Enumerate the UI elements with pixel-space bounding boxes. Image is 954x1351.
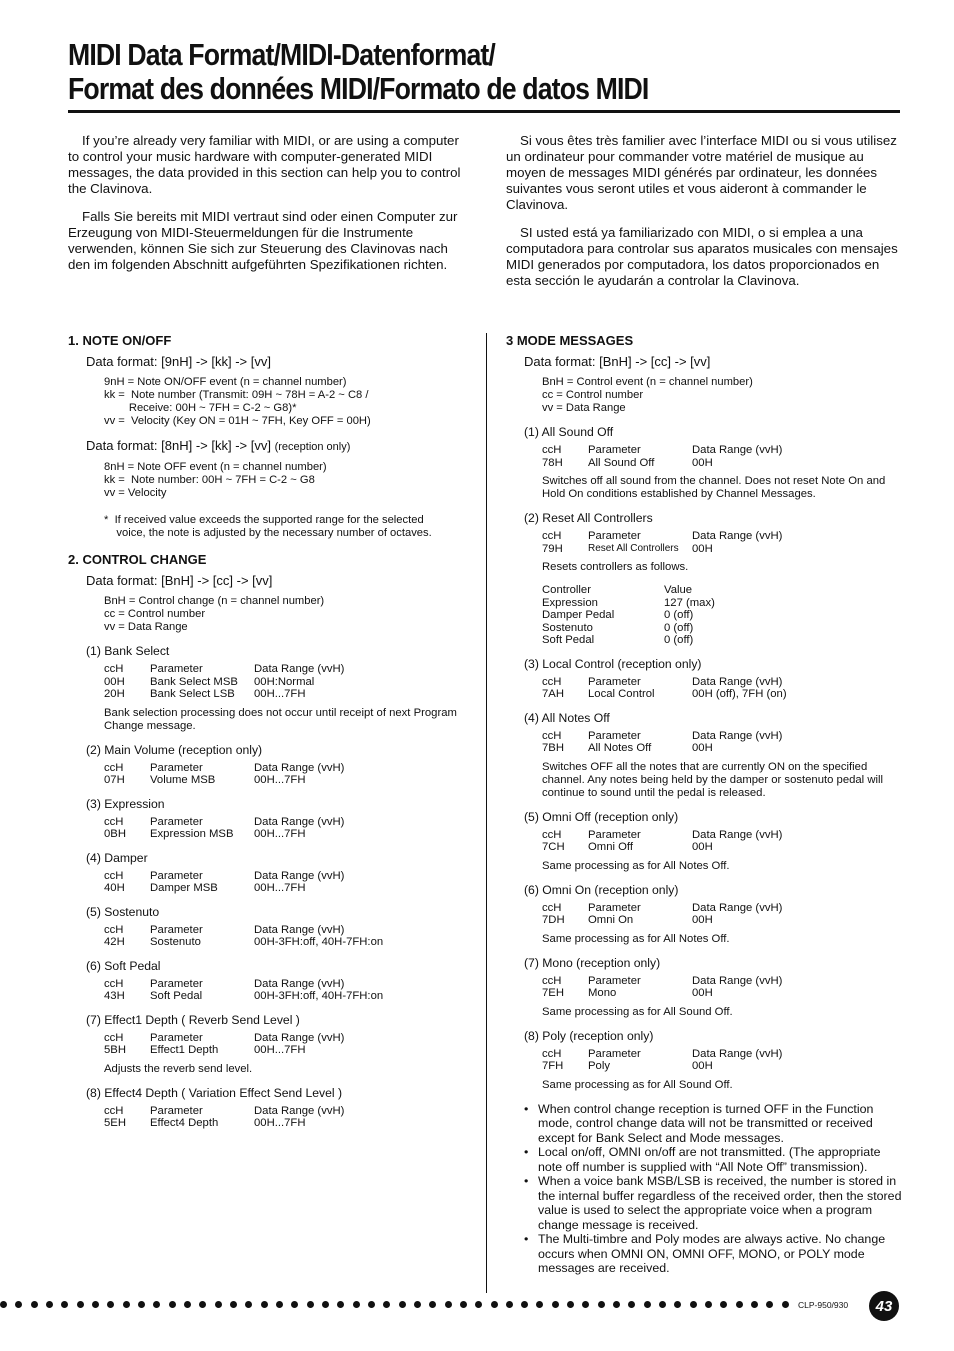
cell-range: 00H...7FH <box>254 774 306 786</box>
footer-dot <box>705 1301 712 1308</box>
bullet-item: • Local on/off, OMNI on/off are not transmitted. (The appropriate note off number is supplied with “All Note Off” transmission). <box>506 1145 902 1174</box>
col-header-parameter: Parameter <box>150 815 203 828</box>
footer-dot <box>429 1301 436 1308</box>
col-header-range: Data Range (vvH) <box>692 901 783 914</box>
footer-dot <box>245 1301 252 1308</box>
param-table-header <box>104 924 468 937</box>
cell-cc: 7CH <box>542 841 565 853</box>
footer-dot <box>31 1301 38 1308</box>
param-table <box>104 978 468 1003</box>
footer-dot <box>169 1301 176 1308</box>
footer-dot <box>0 1301 7 1308</box>
param-table-header <box>104 1032 468 1045</box>
footer-dot <box>491 1301 498 1308</box>
def-line: vv = Data Range <box>542 402 626 414</box>
cell-range: 00H...7FH <box>254 882 306 894</box>
cell-value: 0 (off) <box>664 621 694 634</box>
param-note: Switches OFF all the notes that are currently ON on the specified channel. Any notes being held by the damper or sostenuto pedal will continue to sound until the pedal is released. <box>542 760 884 799</box>
cell-cc: 0BH <box>104 828 126 840</box>
def-line: 9nH = Note ON/OFF event (n = channel number) <box>104 376 347 388</box>
param-title: (4) All Notes Off <box>524 710 610 725</box>
model-number: CLP-950/930 <box>798 1300 849 1310</box>
cell-parameter: Local Control <box>588 688 655 700</box>
cell-cc: 5EH <box>104 1117 126 1129</box>
col-header-range: Data Range (vvH) <box>254 1031 345 1044</box>
col-header-parameter: Parameter <box>588 901 641 914</box>
title-line-1: MIDI Data Format/MIDI-Datenformat/ <box>68 37 495 72</box>
param-table-row <box>104 936 468 949</box>
footer-dot <box>184 1301 191 1308</box>
col-header-parameter: Parameter <box>150 869 203 882</box>
col-header-parameter: Parameter <box>150 1104 203 1117</box>
footer-dot <box>659 1301 666 1308</box>
param-table <box>104 816 468 841</box>
col-header-cc: ccH <box>104 977 124 990</box>
def-line: Receive: 00H ~ 7FH = C-2 ~ G8)* <box>104 402 297 414</box>
param-title: (6) Soft Pedal <box>86 958 161 973</box>
param-note: Same processing as for All Notes Off. <box>542 859 730 872</box>
param-note: Switches off all sound from the channel. Does not reset Note On and Hold On conditions established by Channel Messages. <box>542 475 886 500</box>
cell-parameter: All Sound Off <box>588 456 655 469</box>
cell-cc: 7EH <box>542 987 564 999</box>
col-header-cc: ccH <box>542 1047 562 1060</box>
col-header-cc: ccH <box>104 663 124 675</box>
param-table <box>542 1048 902 1073</box>
intro-left <box>68 133 464 285</box>
cell-cc: 20H <box>104 688 125 700</box>
cell-range: 00H (off), 7FH (on) <box>692 688 787 700</box>
param-title: (2) Main Volume (reception only) <box>86 742 263 757</box>
section-note-heading: 1. NOTE ON/OFF <box>68 333 172 348</box>
footnote-line: voice, the note is adjusted by the necessary number of octaves. <box>104 527 432 539</box>
param-table <box>104 924 468 949</box>
cell-controller: Sostenuto <box>542 621 593 634</box>
reset-table-header <box>542 584 902 597</box>
cell-cc: 78H <box>542 456 563 469</box>
param-title: (3) Expression <box>86 796 165 811</box>
param-table-row <box>542 1060 902 1073</box>
col-header-range: Data Range (vvH) <box>692 675 783 688</box>
footer-dot <box>445 1301 452 1308</box>
cell-cc: 40H <box>104 882 125 894</box>
col-header-range: Data Range (vvH) <box>692 729 783 742</box>
col-header-range: Data Range (vvH) <box>254 1104 345 1117</box>
col-header-range: Data Range (vvH) <box>254 663 345 675</box>
param-table <box>542 975 902 1000</box>
cell-range: 00H:Normal <box>254 675 315 688</box>
intro-right <box>506 133 902 301</box>
param-table-header <box>542 676 902 689</box>
col-header-range: Data Range (vvH) <box>254 923 345 936</box>
footer-dot <box>199 1301 206 1308</box>
cell-cc: 07H <box>104 774 125 786</box>
param-table-header <box>542 902 902 915</box>
footer-dot <box>628 1301 635 1308</box>
footer-dot <box>552 1301 559 1308</box>
col-header-range: Data Range (vvH) <box>254 869 345 882</box>
col-header-parameter: Parameter <box>588 974 641 987</box>
def-line: cc = Control number <box>104 608 206 620</box>
param-note: Adjusts the reverb send level. <box>104 1062 253 1075</box>
cell-parameter: Omni On <box>588 914 634 926</box>
footer-dot <box>598 1301 605 1308</box>
cell-range: 00H-3FH:off, 40H-7FH:on <box>254 990 384 1002</box>
col-header-cc: ccH <box>104 1031 124 1044</box>
reset-table-row <box>542 634 902 647</box>
param-table-row <box>104 688 468 701</box>
cell-cc: 7BH <box>542 742 564 754</box>
col-header-cc: ccH <box>104 761 124 774</box>
footer-dot <box>521 1301 528 1308</box>
cell-range: 00H-3FH:off, 40H-7FH:on <box>254 936 384 948</box>
col-header-cc: ccH <box>104 815 124 828</box>
col-header-parameter: Parameter <box>588 444 641 456</box>
col-header-parameter: Parameter <box>150 923 203 936</box>
param-title: (1) Bank Select <box>86 644 170 658</box>
footer-dot <box>322 1301 329 1308</box>
footer-dot <box>215 1301 222 1308</box>
footer-dot <box>307 1301 314 1308</box>
footer-dot <box>751 1301 758 1308</box>
bullet-item: • The Multi-timbre and Poly modes are always active. No change occurs when OMNI ON, OMNI OFF, MONO, or POLY mode messages are received. <box>506 1232 902 1276</box>
footer-dot <box>291 1301 298 1308</box>
param-table-header <box>104 1105 468 1118</box>
def-line: kk = Note number: 00H ~ 7FH = C-2 ~ G8 <box>104 474 315 486</box>
param-table-header <box>542 1048 902 1061</box>
cell-cc: 43H <box>104 990 125 1002</box>
cell-parameter: All Notes Off <box>588 742 652 754</box>
footer-dot <box>782 1301 789 1308</box>
col-header-controller: Controller <box>542 584 591 596</box>
intro-en: If you’re already very familiar with MIDI, or are using a computer to control your music hardware with computer-generated MIDI messages, the data provided in this section can help you to control the Clavinova. <box>68 133 461 196</box>
mode-items <box>506 425 902 1092</box>
col-header-cc: ccH <box>542 729 562 742</box>
cell-cc: 5BH <box>104 1044 126 1056</box>
cell-parameter: Sostenuto <box>150 936 201 948</box>
param-table-row <box>104 1044 468 1057</box>
col-header-value: Value <box>664 584 693 596</box>
param-note: Same processing as for All Sound Off. <box>542 1005 733 1018</box>
param-title: (5) Sostenuto <box>86 904 160 919</box>
def-line: BnH = Control event (n = channel number) <box>542 376 753 388</box>
param-table-row <box>542 841 902 854</box>
col-header-parameter: Parameter <box>588 1047 641 1060</box>
footer-dot <box>276 1301 283 1308</box>
param-table <box>542 902 902 927</box>
param-table-header <box>542 530 902 543</box>
footer-dot-rule <box>0 1301 790 1311</box>
note-format-2-text: Data format: [8nH] -> [kk] -> [vv] <box>86 438 271 453</box>
footer-dot <box>353 1301 360 1308</box>
col-header-range: Data Range (vvH) <box>254 761 345 774</box>
footer-dot <box>536 1301 543 1308</box>
cell-parameter: Soft Pedal <box>150 990 203 1002</box>
col-header-cc: ccH <box>104 869 124 882</box>
cell-controller: Damper Pedal <box>542 609 615 621</box>
param-note: Resets controllers as follows. <box>542 561 689 573</box>
reset-table-row <box>542 597 902 610</box>
cell-parameter: Reset All Controllers <box>588 542 679 554</box>
footer-dot <box>15 1301 22 1308</box>
footer-dot <box>736 1301 743 1308</box>
param-table-row <box>104 1117 468 1130</box>
param-table-row <box>542 987 902 1000</box>
cell-parameter: Poly <box>588 1060 610 1072</box>
col-header-parameter: Parameter <box>150 663 203 675</box>
footer-dot <box>690 1301 697 1308</box>
reception-only-note: (reception only) <box>274 441 351 453</box>
param-table-row <box>542 742 902 755</box>
intro-de: Falls Sie bereits mit MIDI vertraut sind oder einen Computer zur Erzeugung von MIDI-Steuermeldungen für die Instrumente verwenden, können Sie sich zur Steuerung des Clavinovas nach den im folgenden Abschnitt aufgeführten Spezifikationen richten. <box>68 209 458 272</box>
col-header-parameter: Parameter <box>150 977 203 990</box>
cell-cc: 79H <box>542 542 563 555</box>
param-table-row <box>104 676 468 689</box>
left-column <box>68 333 468 1140</box>
param-table-row <box>104 882 468 895</box>
title-line-2: Format des données MIDI/Formato de datos MIDI <box>68 71 649 106</box>
mode-bullets <box>506 1102 902 1276</box>
footer-dot <box>460 1301 467 1308</box>
cell-range: 00H...7FH <box>254 1044 306 1056</box>
cell-parameter: Damper MSB <box>150 882 218 894</box>
footer-dot <box>644 1301 651 1308</box>
param-title: (3) Local Control (reception only) <box>524 656 702 671</box>
cell-parameter: Effect1 Depth <box>150 1044 219 1056</box>
cell-range: 00H <box>692 742 713 754</box>
def-line: BnH = Control change (n = channel number) <box>104 595 325 607</box>
right-column <box>506 333 902 1276</box>
param-title: (7) Effect1 Depth ( Reverb Send Level ) <box>86 1012 300 1027</box>
cell-cc: 7DH <box>542 914 565 926</box>
col-header-parameter: Parameter <box>150 761 203 774</box>
param-title: (5) Omni Off (reception only) <box>524 809 679 824</box>
cc-defs <box>104 595 468 634</box>
intro-es: SI usted está ya familiarizado con MIDI, o si emplea a una computadora para controlar sus aparatos musicales con mensajes MIDI generados por computadora, los datos proporcionados en esta sección le ayudarán a controlar la Clavinova. <box>506 225 898 288</box>
param-title: (8) Effect4 Depth ( Variation Effect Send Level ) <box>86 1085 343 1100</box>
footer-dot <box>720 1301 727 1308</box>
def-line: kk = Note number (Transmit: 09H ~ 78H = A-2 ~ C8 / <box>104 389 369 401</box>
def-line: vv = Data Range <box>104 621 188 633</box>
note-footnote <box>104 514 468 540</box>
title-rule <box>68 110 900 113</box>
param-table-header <box>104 762 468 775</box>
col-header-parameter: Parameter <box>150 1031 203 1044</box>
def-line: vv = Velocity <box>104 487 167 499</box>
cell-cc: 42H <box>104 936 125 948</box>
col-header-cc: ccH <box>542 828 562 841</box>
bullet-item: • When a voice bank MSB/LSB is received, the number is stored in the internal buffer regardless of the received order, then the stored value is used to select the appropriate voice when a program change message is received. <box>506 1174 902 1232</box>
def-line: cc = Control number <box>542 389 644 401</box>
param-title: (4) Damper <box>86 850 148 865</box>
reset-table-row <box>542 622 902 635</box>
col-header-cc: ccH <box>542 901 562 914</box>
col-header-cc: ccH <box>542 974 562 987</box>
bullet-item: • When control change reception is turned OFF in the Function mode, control change data will not be transmitted or received except for Bank Select and Mode messages. <box>506 1102 902 1146</box>
param-table <box>104 1105 468 1130</box>
col-header-range: Data Range (vvH) <box>254 977 345 990</box>
intro-fr: Si vous êtes très familier avec l’interface MIDI ou si vous utilisez un ordinateur pour commander votre matériel de musique au moyen de messages MIDI générés par ordinateur, les données suivantes vous seront utiles et vous aideront à commander le Clavinova. <box>506 133 897 212</box>
cell-value: 0 (off) <box>664 634 694 646</box>
cell-parameter: Bank Select LSB <box>150 688 235 700</box>
cell-range: 00H...7FH <box>254 1117 306 1129</box>
footer-dot <box>230 1301 237 1308</box>
cc-format: Data format: [BnH] -> [cc] -> [vv] <box>86 573 273 588</box>
cell-parameter: Omni Off <box>588 841 633 853</box>
cell-value: 127 (max) <box>664 596 715 609</box>
param-title: (8) Poly (reception only) <box>524 1028 654 1043</box>
cell-parameter: Volume MSB <box>150 774 216 786</box>
note-defs-1 <box>104 376 468 428</box>
footer-dot <box>92 1301 99 1308</box>
param-note: Same processing as for All Sound Off. <box>542 1078 733 1091</box>
col-header-cc: ccH <box>542 530 562 542</box>
cell-controller: Expression <box>542 596 598 609</box>
cell-range: 00H <box>692 914 713 926</box>
param-table <box>542 676 902 701</box>
param-table-row <box>542 914 902 927</box>
note-format-2 <box>86 438 468 455</box>
col-header-cc: ccH <box>542 675 562 688</box>
footer-dot <box>399 1301 406 1308</box>
footer-dot <box>414 1301 421 1308</box>
footer-dot <box>582 1301 589 1308</box>
footer-dot <box>337 1301 344 1308</box>
cell-range: 00H...7FH <box>254 688 306 700</box>
col-header-range: Data Range (vvH) <box>692 974 783 987</box>
col-header-parameter: Parameter <box>588 828 641 841</box>
column-divider <box>486 333 487 1293</box>
param-title: (2) Reset All Controllers <box>524 511 653 525</box>
section-mode-heading: 3 MODE MESSAGES <box>506 333 634 348</box>
col-header-parameter: Parameter <box>588 530 641 542</box>
param-title: (1) All Sound Off <box>524 425 614 439</box>
col-header-range: Data Range (vvH) <box>692 530 783 542</box>
param-table-header <box>542 975 902 988</box>
param-table <box>104 870 468 895</box>
footer-dot <box>153 1301 160 1308</box>
param-note: Same processing as for All Notes Off. <box>542 932 730 945</box>
cell-parameter: Expression MSB <box>150 828 234 840</box>
footnote-line: * If received value exceeds the supported range for the selected <box>104 514 424 526</box>
footer-dot <box>567 1301 574 1308</box>
cell-cc: 7AH <box>542 688 564 700</box>
footer-dot <box>61 1301 68 1308</box>
cell-range: 00H...7FH <box>254 828 306 840</box>
param-table-row <box>104 828 468 841</box>
param-table-header <box>542 444 902 457</box>
cell-range: 00H <box>692 456 713 469</box>
cell-range: 00H <box>692 542 713 555</box>
mode-defs <box>542 376 902 415</box>
col-header-range: Data Range (vvH) <box>692 828 783 841</box>
note-defs-2 <box>104 461 468 500</box>
def-line: vv = Velocity (Key ON = 01H ~ 7FH, Key OFF = 00H) <box>104 415 371 427</box>
param-table-row <box>104 990 468 1003</box>
param-table-row <box>104 774 468 787</box>
param-table <box>104 663 468 701</box>
footer-dot <box>123 1301 130 1308</box>
footer-dot <box>138 1301 145 1308</box>
col-header-cc: ccH <box>104 923 124 936</box>
col-header-parameter: Parameter <box>588 729 641 742</box>
param-table-header <box>542 829 902 842</box>
param-title: (6) Omni On (reception only) <box>524 882 679 897</box>
cc-items <box>68 644 468 1130</box>
param-title: (7) Mono (reception only) <box>524 955 661 970</box>
page-number-badge: 43 <box>869 1291 899 1321</box>
cell-cc: 7FH <box>542 1060 564 1072</box>
footer-dot <box>46 1301 53 1308</box>
cell-parameter: Effect4 Depth <box>150 1117 219 1129</box>
footer-dot <box>368 1301 375 1308</box>
footer-dot <box>613 1301 620 1308</box>
param-table <box>542 829 902 854</box>
cell-parameter: Mono <box>588 987 617 999</box>
note-format-1: Data format: [9nH] -> [kk] -> [vv] <box>86 354 271 369</box>
col-header-range: Data Range (vvH) <box>692 1047 783 1060</box>
footer-dot <box>766 1301 773 1308</box>
def-line: 8nH = Note OFF event (n = channel number) <box>104 461 327 473</box>
mode-format: Data format: [BnH] -> [cc] -> [vv] <box>524 354 711 369</box>
footer-dot <box>674 1301 681 1308</box>
page-title <box>68 38 790 106</box>
reset-table-row <box>542 609 902 622</box>
param-table <box>104 1032 468 1057</box>
param-table <box>104 762 468 787</box>
param-table-row <box>542 688 902 701</box>
footer-dot <box>383 1301 390 1308</box>
param-table-header <box>104 663 468 676</box>
cell-value: 0 (off) <box>664 609 694 621</box>
param-table-header <box>104 816 468 829</box>
param-table-row <box>542 457 902 470</box>
cell-range: 00H <box>692 1060 713 1072</box>
cell-range: 00H <box>692 841 713 853</box>
footer-dot <box>77 1301 84 1308</box>
param-table <box>542 530 902 555</box>
param-note: Bank selection processing does not occur until receipt of next Program Change message. <box>104 706 457 732</box>
cell-parameter: Bank Select MSB <box>150 675 238 688</box>
col-header-parameter: Parameter <box>588 675 641 688</box>
reset-controllers-table <box>542 584 902 647</box>
param-table <box>542 730 902 755</box>
cell-cc: 00H <box>104 675 125 688</box>
cell-controller: Soft Pedal <box>542 634 595 646</box>
col-header-cc: ccH <box>542 444 562 456</box>
footer-dot <box>475 1301 482 1308</box>
footer-dot <box>107 1301 114 1308</box>
col-header-cc: ccH <box>104 1104 124 1117</box>
col-header-range: Data Range (vvH) <box>254 815 345 828</box>
param-table-header <box>104 870 468 883</box>
param-table <box>542 444 902 469</box>
footer-dot <box>261 1301 268 1308</box>
param-table-header <box>542 730 902 743</box>
param-table-header <box>104 978 468 991</box>
cell-range: 00H <box>692 987 713 999</box>
footer-dot <box>506 1301 513 1308</box>
section-cc-heading: 2. CONTROL CHANGE <box>68 552 207 567</box>
col-header-range: Data Range (vvH) <box>692 444 783 456</box>
param-table-row <box>542 543 902 556</box>
